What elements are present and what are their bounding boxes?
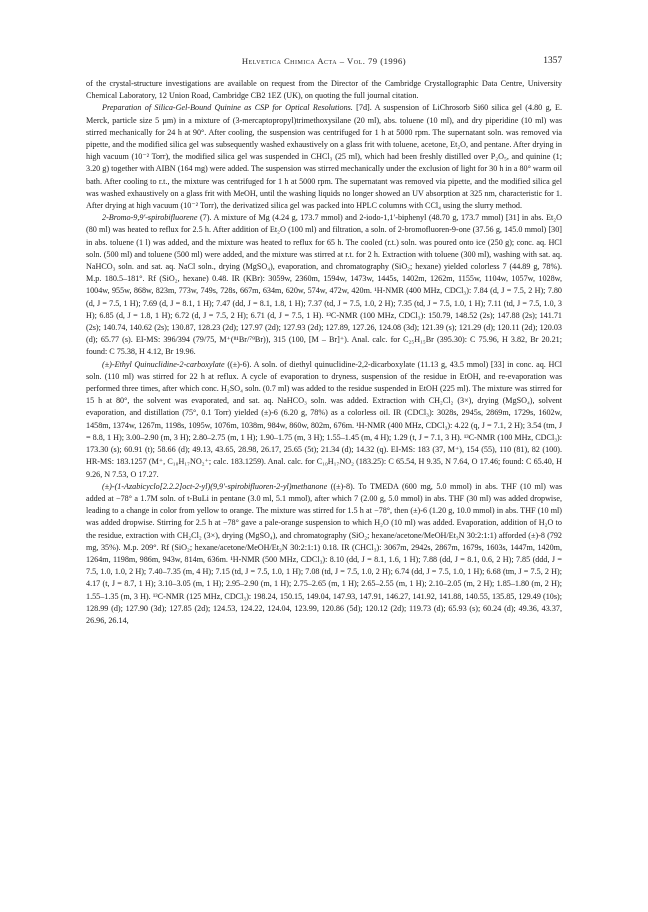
- paragraph-compound-8: (±)-(1-Azabicyclo[2.2.2]oct-2-yl)(9,9′-spirobifluoren-2-yl)methanone ((±)-8). To TMEDA (600 mg, 5.0 mmol) in abs. THF (10 ml) was added at −78° a 1.7M soln. of t-BuLi in pentane (3.0 ml, 5.1 mmol), after which 7 (2.00 g, 5.0 mmol) in abs. THF (30 ml) was added dropwise, leading to a change in color from yellow to orange. The mixture was stirred for 1.5 h at −78°, then (±)-6 (1.20 g, 10.0 mmol) in abs. THF (10 ml) was added dropwise. Stirring for 2.5 h at −78° gave a pale-orange suspension to which H₂O (10 ml) was added. Evaporation, addition of H₂O to the residue, extraction with CH₂Cl₂ (3×), drying (MgSO₄), and chromatography (SiO₂; hexane/acetone/MeOH/Et₃N 30:2:1:1) afforded (±)-8 (792 mg, 35%). M.p. 209°. Rf (SiO₂; hexane/acetone/MeOH/Et₃N 30:2:1:1) 0.18. IR (CHCl₃): 3067m, 2942s, 2867m, 1679s, 1603s, 1447m, 1420m, 1264m, 1198m, 986m, 943w, 814m, 636m. ¹H-NMR (500 MHz, CDCl₃): 8.10 (dd, J = 8.1, 1.6, 1 H); 7.88 (dd, J = 8.1, 0.6, 2 H); 7.85 (ddd, J = 7.5, 1.0, 1.0, 2 H); 7.40–7.35 (m, 4 H); 7.15 (td, J = 7.5, 1.0, 1 H); 7.08 (td, J = 7.5, 1.0, 2 H); 6.74 (dd, J = 7.5, 1.0, 1 H); 6.68 (tm, J = 7.5, 2 H); 4.17 (t, J = 8.7, 1 H); 3.10–3.05 (m, 1 H); 2.95–2.90 (m, 1 H); 2.75–2.65 (m, 1 H); 2.65–2.55 (m, 1 H); 2.10–2.05 (m, 2 H); 1.85–1.80 (m, 2 H); 1.55–1.35 (m, 3 H). ¹³C-NMR (125 MHz, CDCl₃): 198.24, 150.15, 149.04, 147.93, 147.91, 146.27, 141.92, 141.88, 140.55, 135.85, 129.49 (10s); 128.99 (d); 127.90 (3d); 127.85 (2d); 124.53, 124.22, 124.04, 123.99, 120.86 (5d); 120.12 (2d); 119.73 (d); 65.93 (s); 60.24 (d); 49.36, 43.37, 26.96, 26.14,: [86, 481, 562, 625]
- journal-title: Helvetica Chimica Acta – Vol. 79 (1996): [241, 56, 407, 66]
- section-heading: (±)-Ethyl Quinuclidine-2-carboxylate: [102, 359, 225, 369]
- paragraph-citation-continuation: of the crystal-structure investigations are available on request from the Director of the Cambridge Crystallographic Data Centre, University Chemical Laboratory, 12 Union Road, Cambridge CB2 1EZ (UK), on quoting the full journal citation.: [86, 79, 562, 101]
- page-number: 1357: [543, 56, 562, 66]
- paragraph-compound-7: 2-Bromo-9,9′-spirobifluorene (7). A mixture of Mg (4.24 g, 173.7 mmol) and 2-iodo-1,1′-biphenyl (48.70 g, 173.7 mmol) [31] in abs. Et₂O (80 ml) was heated to reflux for 2.5 h. After addition of Et₂O (100 ml) and filtration, a soln. of 2-bromofluoren-9-one (37.56 g, 145.0 mmol) [30] in abs. toluene (1 l) was added, and the mixture was heated to reflux for 65 h. The cooled (r.t.) soln. was poured onto ice (250 g); conc. aq. HCl soln. (500 ml) and toluene (500 ml) were added, and the mixture was stirred at r.t. for 2 h. Extraction with toluene (300 ml), washing with sat. aq. NaHCO₃ soln. and sat. aq. NaCl soln., drying (MgSO₄), evaporation, and chromatography (SiO₂; hexane) yielded colorless 7 (44.89 g, 78%). M.p. 180.5–181°. Rf (SiO₂, hexane) 0.48. IR (KBr): 3059w, 2360m, 1594w, 1473w, 1445s, 1402m, 1262m, 1155w, 1104w, 1057w, 1028w, 1004w, 955w, 868w, 823m, 773w, 749s, 728s, 667m, 634m, 620w, 574w, 472w, 420m. ¹H-NMR (400 MHz, CDCl₃): 7.84 (d, J = 7.5, 2 H); 7.80 (d, J = 7.5, 1 H); 7.69 (d, J = 8.1, 1 H); 7.47 (dd, J = 8.1, 1.8, 1 H); 7.37 (td, J = 7.5, 1.0, 2 H); 7.35 (td, J = 7.5, 1.0, 1 H); 7.11 (td, J = 7.5, 1.0, 3 H); 6.85 (d, J = 1.8, 1 H); 6.72 (d, J = 7.5, 2 H); 6.71 (d, J = 7.5, 1 H). ¹³C-NMR (100 MHz, CDCl₃): 150.79, 148.52 (2s); 147.88 (2s); 141.71 (2s); 140.74, 140.62 (2s); 130.87, 128.23 (2d); 127.97 (2d); 127.93 (2d); 127.89, 127.26, 124.08 (3d); 121.39 (s); 121.29 (d); 120.11 (2d); 120.03 (d); 65.77 (s). EI-MS: 396/394 (79/75, M⁺(⁸¹Br/⁷⁹Br)), 315 (100, [M – Br]⁺). Anal. calc. for C₂₅H₁₅Br (395.30): C 75.96, H 3.82, Br 20.21; found: C 75.38, H 4.12, Br 19.96.: [86, 213, 563, 357]
- section-heading: 2-Bromo-9,9′-spirobifluorene: [102, 213, 198, 223]
- paragraph-silica-gel-csp: Preparation of Silica-Gel-Bound Quinine as CSP for Optical Resolutions. [7d]. A suspension of LiChrosorb Si60 silica gel (4.80 g, E. Merck, particle size 5 µm) in a mixture of (3-mercaptopropyl)trimethoxysilane (20 ml), abs. toluene (10 ml), and dry piperidine (10 ml) was stirred mechanically for 24 h at 90°. After cooling, the suspension was centrifuged for 1 h at 5000 rpm. The supernatant soln. was removed via pipette, and the modified silica gel was subsequently washed exhaustively on a glass frit with toluene, acetone, Et₂O, and pentane. After drying in high vacuum (10⁻² Torr), the modified silica gel was suspended in CHCl₃ (25 ml), which had been freshly distilled over P₂O₅, and quinine (1; 3.20 g) together with AIBN (164 mg) were added. The suspension was stirred mechanically under the exclusion of light for 30 h in a 80° warm oil bath. After cooling to r.t., the mixture was centrifuged for 1 h at 5000 rpm. The supernatant was removed via pipette, and the modified silica gel was washed exhaustively on a glass frit with MeOH, until the washing liquids no longer showed an UV absorption at 325 nm, characteristic for 1. After drying at high vacuum (10⁻² Torr), the derivatized silica gel was packed into HPLC columns with CCl₄ using the slurry method.: [86, 103, 562, 211]
- paragraph-compound-6: (±)-Ethyl Quinuclidine-2-carboxylate ((±)-6). A soln. of diethyl quinuclidine-2,2-dicarboxylate (11.13 g, 43.5 mmol) [33] in conc. aq. HCl soln. (110 ml) was stirred for 22 h at reflux. A cycle of evaporation to dryness, suspension of the residue in EtOH, and re-evaporation was performed three times, after which conc. H₂SO₄ soln. (0.7 ml) was added to the residue suspended in EtOH (225 ml). The mixture was stirred for 15 h at 80°, the solvent was evaporated, and sat. aq. NaHCO₃ soln. was added. Extraction with CH₂Cl₂ (3×), drying (MgSO₄), solvent evaporation, and distillation (75°, 0.1 Torr) yielded (±)-6 (6.20 g, 78%) as a colorless oil. IR (CDCl₃): 3028s, 2945s, 2869m, 1729s, 1602w, 1458m, 1374w, 1267m, 1198s, 1095w, 1076m, 1038m, 984w, 860w, 802m, 676m. ¹H-NMR (400 MHz, CDCl₃): 4.22 (q, J = 7.1, 2 H); 3.54 (tm, J = 8.8, 1 H); 3.00–2.90 (m, 3 H); 2.80–2.75 (m, 1 H); 1.90–1.75 (m, 3 H); 1.55–1.45 (m, 4 H); 1.29 (t, J = 7.1, 3 H). ¹³C-NMR (100 MHz, CDCl₃): 173.30 (s); 60.91 (t); 58.66 (d); 49.13, 43.65, 28.98, 26.17, 25.65 (5t); 21.34 (d); 14.32 (q). EI-MS: 183 (37, M⁺), 154 (55), 110 (81), 82 (100). HR-MS: 183.1257 (M⁺, C₁₀H₁₇NO₂⁺; calc. 183.1259). Anal. calc. for C₁₀H₁₇NO₂ (183.25): C 65.54, H 9.35, N 7.64, O 17.46; found: C 65.40, H 9.26, N 7.53, O 17.27.: [86, 359, 563, 479]
- running-header: [86, 56, 562, 70]
- section-heading: Preparation of Silica-Gel-Bound Quinine as CSP for Optical Resolutions.: [102, 103, 353, 113]
- section-heading: (±)-(1-Azabicyclo[2.2.2]oct-2-yl)(9,9′-spirobifluoren-2-yl)methanone: [102, 481, 328, 491]
- body-text: [86, 78, 562, 627]
